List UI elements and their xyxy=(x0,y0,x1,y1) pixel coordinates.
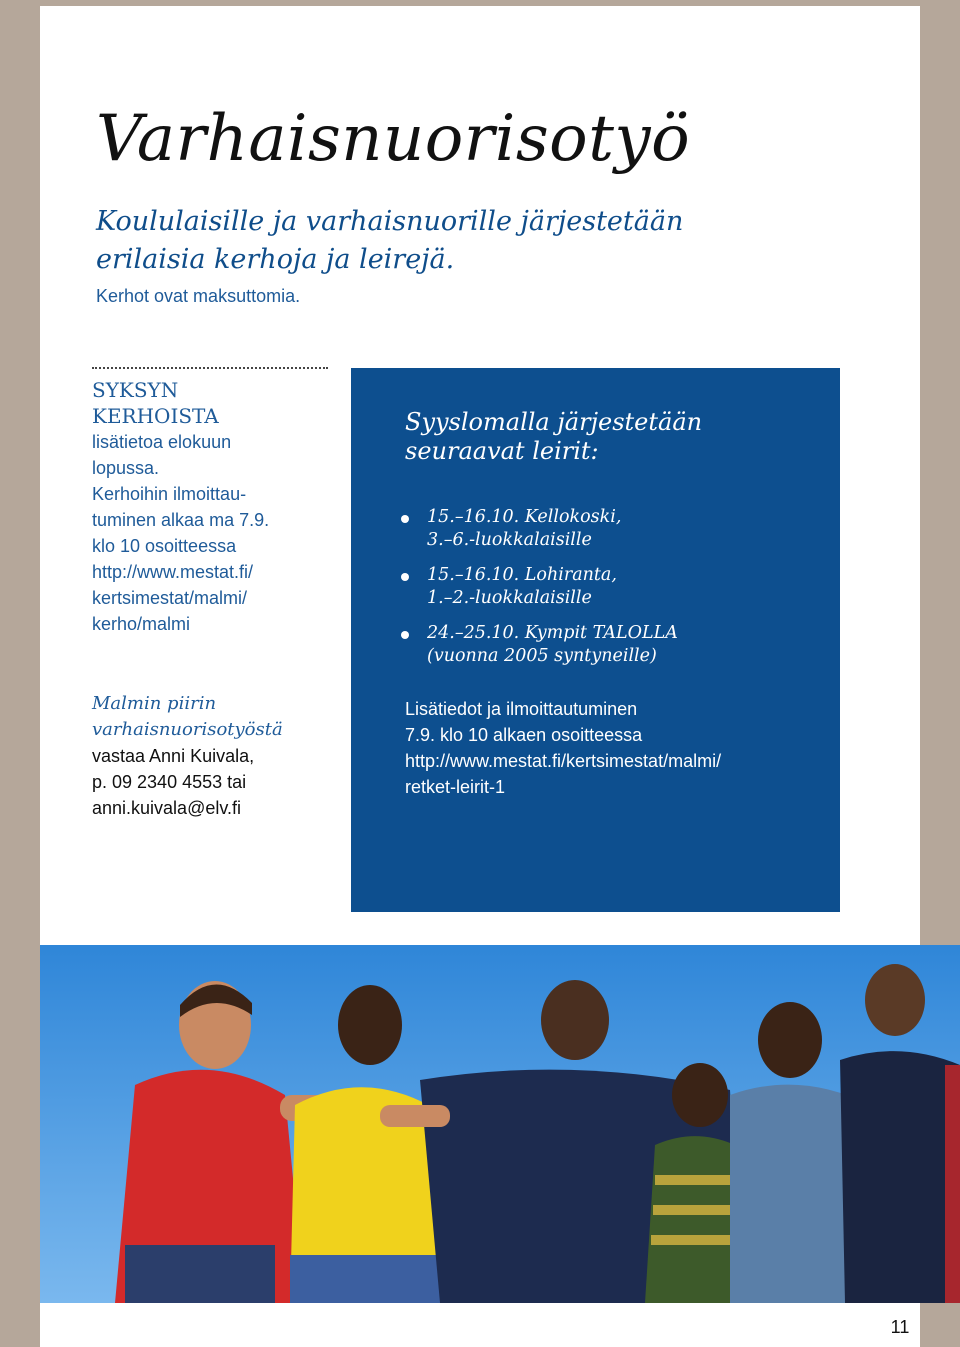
contact-info xyxy=(92,743,342,821)
camps-box xyxy=(351,368,840,912)
camps-heading: Syyslomalla järjestetään seuraavat leirit: xyxy=(405,408,703,465)
camp-dates: 15.–16.10. Lohiranta, xyxy=(427,565,617,585)
camp-dates: 15.–16.10. Kellokoski, xyxy=(427,507,622,527)
autumn-line: lopussa. xyxy=(92,458,160,478)
autumn-line: klo 10 osoitteessa xyxy=(92,536,237,556)
autumn-clubs-heading xyxy=(92,377,342,429)
autumn-line: lisätietoa elokuun xyxy=(92,432,232,452)
page-number: 11 xyxy=(880,1308,920,1347)
contact-heading-line: Malmin piirin xyxy=(92,693,217,714)
page-title: Varhaisnuorisotyö xyxy=(96,102,691,176)
autumn-heading-line: SYKSYN xyxy=(92,378,179,402)
camp-item xyxy=(405,506,812,552)
autumn-line: tuminen alkaa ma 7.9. xyxy=(92,510,270,530)
page-subtitle: Koululaisille ja varhaisnuorille järjestetään erilaisia kerhoja ja leirejä. xyxy=(96,206,684,275)
children-photo xyxy=(40,945,960,1303)
info-line: 7.9. klo 10 alkaen osoitteessa xyxy=(405,725,643,745)
autumn-heading-line: KERHOISTA xyxy=(92,404,219,428)
contact-line: vastaa Anni Kuivala, xyxy=(92,746,255,766)
camp-item xyxy=(405,564,812,610)
autumn-clubs-column xyxy=(92,377,342,821)
camp-group: (vuonna 2005 syntyneille) xyxy=(427,646,657,666)
bullet-icon xyxy=(401,573,409,581)
camp-dates: 24.–25.10. Kympit TALOLLA xyxy=(427,623,678,643)
contact-heading xyxy=(92,691,342,743)
contact-heading-line: varhaisnuorisotyöstä xyxy=(92,719,283,740)
camp-group: 1.–2.-luokkalaisille xyxy=(427,588,592,608)
autumn-line: Kerhoihin ilmoittau- xyxy=(92,484,247,504)
autumn-link-line[interactable]: kertsimestat/malmi/ xyxy=(92,588,248,608)
camps-info xyxy=(405,696,812,800)
bullet-icon xyxy=(401,515,409,523)
children-photo-illustration xyxy=(40,945,960,1303)
contact-line: p. 09 2340 4553 tai xyxy=(92,772,247,792)
info-line: Lisätiedot ja ilmoittautuminen xyxy=(405,699,638,719)
dotted-divider xyxy=(92,367,328,369)
autumn-link-line[interactable]: http://www.mestat.fi/ xyxy=(92,562,254,582)
free-note: Kerhot ovat maksuttomia. xyxy=(96,286,301,306)
info-link-line[interactable]: http://www.mestat.fi/kertsimestat/malmi/ xyxy=(405,751,722,771)
bullet-icon xyxy=(401,631,409,639)
camp-item xyxy=(405,622,812,668)
camp-group: 3.–6.-luokkalaisille xyxy=(427,530,592,550)
camps-list xyxy=(405,506,812,668)
autumn-link-line[interactable]: kerho/malmi xyxy=(92,614,191,634)
contact-email[interactable]: anni.kuivala@elv.fi xyxy=(92,798,242,818)
info-link-line[interactable]: retket-leirit-1 xyxy=(405,777,506,797)
